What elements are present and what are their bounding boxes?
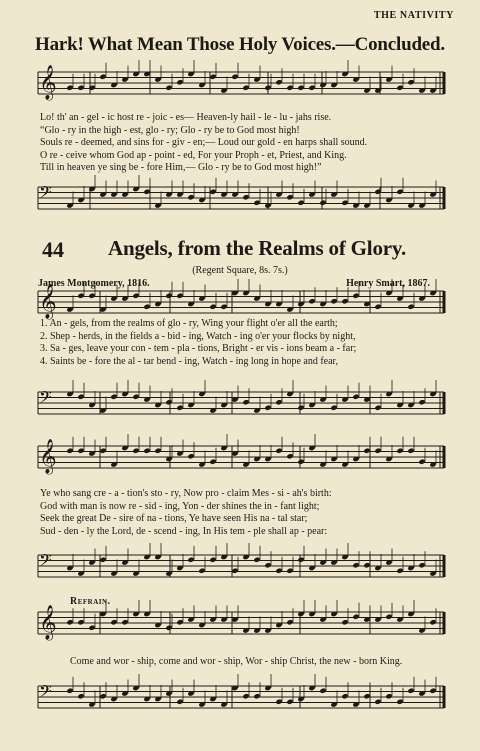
note-head <box>308 85 315 91</box>
lyric-line: Ye who sang cre - a - tion's sto - ry, Now pro - claim Mes - si - ah's birth: <box>40 488 332 499</box>
note-head <box>253 557 260 563</box>
note-head <box>165 85 172 91</box>
note-head <box>319 688 326 694</box>
note-head <box>407 448 414 454</box>
note-head <box>374 304 381 310</box>
treble-clef: 𝄞 <box>39 605 57 640</box>
lyric-line: 1. An - gels, from the realms of glo - ry, Wing your flight o'er all the earth; <box>40 318 338 329</box>
hymn-title-concluded: Hark! What Mean Those Holy Voices.—Concluded. <box>35 34 445 55</box>
bass-clef: 𝄢 <box>39 550 52 574</box>
note-head <box>66 85 73 91</box>
note-head <box>396 85 403 91</box>
note-head <box>264 562 271 568</box>
note-head <box>253 693 260 699</box>
note-head <box>242 399 249 405</box>
treble-clef: 𝄞 <box>39 284 57 319</box>
note-head <box>209 557 216 563</box>
note-head <box>396 189 403 195</box>
note-head <box>374 405 381 411</box>
note-head <box>176 79 183 85</box>
note-head <box>352 293 359 299</box>
note-head <box>77 693 84 699</box>
note-head <box>374 699 381 705</box>
note-head <box>143 304 150 310</box>
note-head <box>407 688 414 694</box>
lyric-line: 2. Shep - herds, in the fields a - bid - ing, Watch - ing o'er your flocks by night, <box>40 330 356 342</box>
note-head <box>297 85 304 91</box>
note-head <box>352 614 359 620</box>
note-head <box>275 568 282 574</box>
note-head <box>385 693 392 699</box>
note-head <box>165 625 172 631</box>
lyric-line: 4. Saints be - fore the al - tar bend - ing, Watch - ing long in hope and fear, <box>40 355 338 367</box>
note-head <box>297 405 304 411</box>
note-head <box>286 568 293 574</box>
note-head <box>88 293 95 299</box>
note-head <box>66 688 73 694</box>
note-head <box>66 619 73 625</box>
note-head <box>154 448 161 454</box>
note-head <box>187 453 194 459</box>
note-head <box>429 619 436 625</box>
bass-clef: 𝄢 <box>39 681 52 705</box>
note-head <box>341 619 348 625</box>
note-head <box>275 399 282 405</box>
note-head <box>385 614 392 620</box>
note-head <box>286 699 293 705</box>
lyric-line: O re - ceive whom God ap - point - ed, For your Proph - et, Priest, and King. <box>40 149 347 161</box>
note-head <box>286 453 293 459</box>
note-head <box>297 557 304 563</box>
note-head <box>165 399 172 405</box>
note-head <box>374 189 381 195</box>
note-head <box>176 405 183 411</box>
note-head <box>264 85 271 91</box>
note-head <box>352 562 359 568</box>
note-head <box>341 693 348 699</box>
note-head <box>264 405 271 411</box>
note-head <box>143 448 150 454</box>
note-head <box>297 200 304 206</box>
note-head <box>418 562 425 568</box>
note-head <box>275 448 282 454</box>
verses-part1 <box>40 112 450 175</box>
note-head <box>99 74 106 80</box>
note-head <box>253 200 260 206</box>
note-head <box>198 568 205 574</box>
note-head <box>187 557 194 563</box>
running-head: THE NATIVITY <box>373 10 454 21</box>
note-head <box>132 394 139 400</box>
note-head <box>418 459 425 465</box>
note-head <box>275 79 282 85</box>
note-head <box>407 79 414 85</box>
lyric-line: Lo! th' an - gel - ic host re - joic - es— Heaven-ly hail - le - lu - jahs rise. <box>40 112 332 123</box>
note-head <box>242 693 249 699</box>
note-head <box>352 394 359 400</box>
note-head <box>374 448 381 454</box>
lyric-line: 3. Sa - ges, leave your con - tem - pla - tions, Bright - er vis - ions beam a - far; <box>40 343 357 354</box>
note-head <box>242 194 249 200</box>
note-head <box>297 459 304 465</box>
note-head <box>396 568 403 574</box>
note-head <box>77 619 84 625</box>
note-head <box>88 85 95 91</box>
note-head <box>407 304 414 310</box>
lyric-line: God with man is now re - sid - ing, Yon - der shines the in - fant light; <box>40 500 320 512</box>
hymn-title: Angels, from the Realms of Glory. <box>108 236 407 260</box>
note-head <box>286 85 293 91</box>
note-head <box>220 304 227 310</box>
note-head <box>396 448 403 454</box>
note-head <box>341 298 348 304</box>
note-head <box>396 699 403 705</box>
note-head <box>176 619 183 625</box>
lyric-line: Come and wor - ship, come and wor - ship, Wor - ship Christ, the new - born King. <box>70 656 403 667</box>
note-head <box>77 394 84 400</box>
note-head <box>165 293 172 299</box>
note-head <box>187 194 194 200</box>
note-head <box>209 459 216 465</box>
note-head <box>88 625 95 631</box>
lyric-line: “Glo - ry in the high - est, glo - ry; Glo - ry be to God most high! <box>40 124 300 136</box>
tune-name: (Regent Square, 8s. 7s.) <box>192 265 288 276</box>
note-head <box>176 293 183 299</box>
note-head <box>132 293 139 299</box>
note-head <box>308 298 315 304</box>
bass-clef: 𝄢 <box>39 182 52 206</box>
note-head <box>121 619 128 625</box>
refrain-label: Refrain. <box>70 596 111 607</box>
verses-system2 <box>40 488 450 538</box>
lyric-line: Souls re - deemed, and sins for - giv - en;— Loud our gold - en harps shall sound. <box>40 137 368 148</box>
note-head <box>319 200 326 206</box>
author-credit: James Montgomery, 1816. <box>38 278 150 289</box>
lyric-line: Sud - den - ly the Lord, de - scend - ing, In His tem - ple shall ap - pear: <box>40 525 328 537</box>
note-head <box>242 85 249 91</box>
note-head <box>286 619 293 625</box>
verses-system1 <box>40 318 450 368</box>
note-head <box>77 293 84 299</box>
refrain-lyric <box>70 656 450 669</box>
note-head <box>66 448 73 454</box>
note-head <box>418 399 425 405</box>
note-head <box>275 699 282 705</box>
note-head <box>286 194 293 200</box>
note-head <box>176 699 183 705</box>
lyric-line: Seek the great De - sire of na - tions, Ye have seen His na - tal star; <box>40 513 308 524</box>
bass-clef: 𝄢 <box>39 387 52 411</box>
note-head <box>77 448 84 454</box>
note-head <box>341 200 348 206</box>
note-head <box>330 298 337 304</box>
note-head <box>110 619 117 625</box>
note-head <box>231 74 238 80</box>
note-head <box>330 405 337 411</box>
hymn-number: 44 <box>42 237 64 262</box>
note-head <box>110 394 117 400</box>
composer-credit: Henry Smart, 1867. <box>346 278 430 289</box>
note-head <box>77 85 84 91</box>
note-head <box>132 448 139 454</box>
note-head <box>429 688 436 694</box>
treble-clef: 𝄞 <box>39 439 57 474</box>
note-head <box>209 304 216 310</box>
lyric-line: Till in heaven ye sing be - fore Him,— Glo - ry be to God most high!” <box>40 162 322 173</box>
treble-clef: 𝄞 <box>39 65 57 100</box>
